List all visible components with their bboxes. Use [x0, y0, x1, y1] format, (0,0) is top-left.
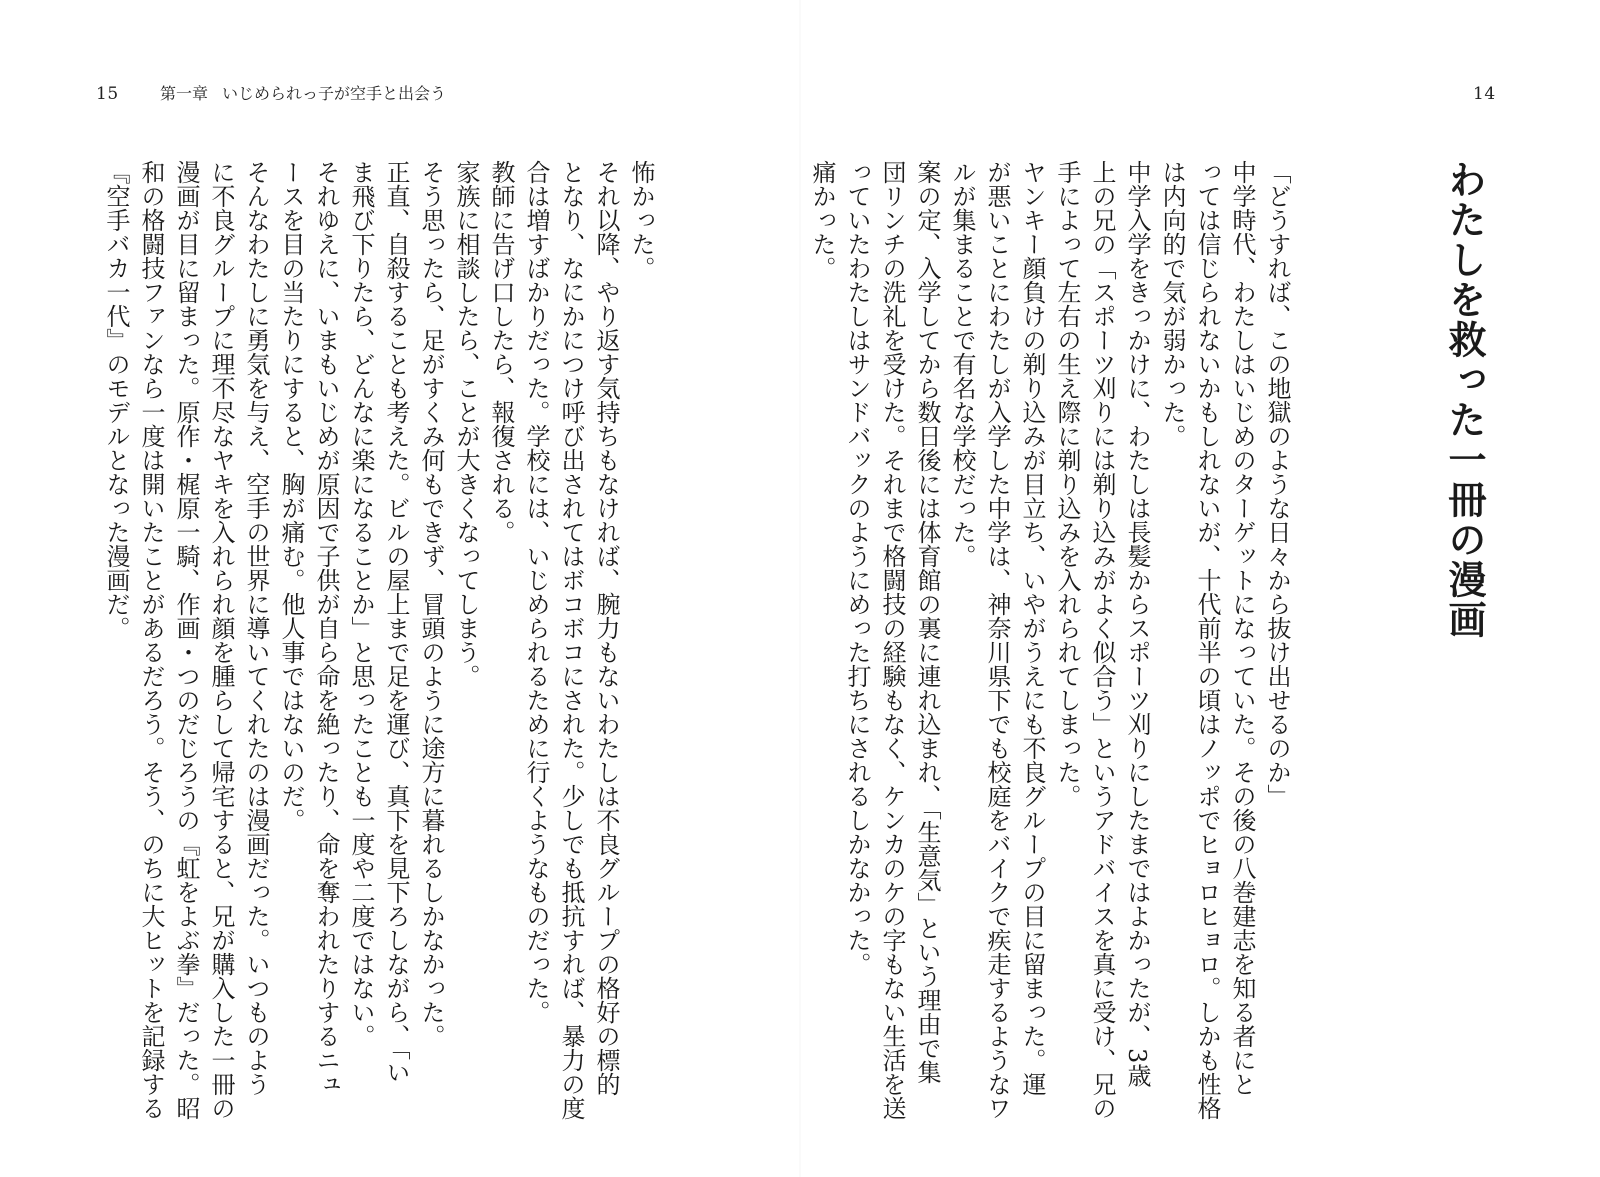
text-line: 手によって左右の生え際に剃り込みを入れられてしまった。 — [1053, 160, 1081, 808]
text-line: ヤンキー顔負けの剃り込みが目立ち、いやがうえにも不良グループの目に留まった。運 — [1018, 160, 1046, 1096]
text-line: 上の兄の「スポーツ刈りには剃り込みがよく似合う」というアドバイスを真に受け、兄の — [1088, 160, 1116, 1120]
text-line: に不良グループに理不尽なヤキを入れられ顔を腫らして帰宅すると、兄が購入した一冊の — [207, 160, 235, 1120]
running-head — [160, 84, 446, 104]
text-line: っていたわたしはサンドバックのようにめった打ちにされるしかなかった。 — [843, 160, 871, 976]
text-line: 怖かった。 — [627, 160, 655, 280]
right-page-body — [804, 160, 1294, 1120]
text-line: が悪いことにわたしが入学した中学は、神奈川県下でも校庭をバイクで疾走するようなワ — [983, 160, 1011, 1120]
left-page-number: 15 — [96, 84, 119, 104]
text-line: ルが集まることで有名な学校だった。 — [948, 160, 976, 568]
text-line: 家族に相談したら、ことが大きくなってしまう。 — [452, 160, 480, 688]
page-gutter — [799, 0, 801, 1177]
text-line: そう思ったら、足がすくみ何もできず、冒頭のように途方に暮れるしかなかった。 — [417, 160, 445, 1048]
right-page-number: 14 — [1473, 84, 1496, 104]
text-line: 教師に告げ口したら、報復される。 — [487, 160, 515, 544]
text-line: っては信じられないかもしれないが、十代前半の頃はノッポでヒョロヒョロ。しかも性格 — [1193, 160, 1221, 1120]
left-page-body — [98, 160, 658, 1120]
text-line: 合は増すばかりだった。学校には、いじめられるために行くようなものだった。 — [522, 160, 550, 1024]
text-line: 案の定、入学してから数日後には体育館の裏に連れ込まれ、「生意気」という理由で集 — [913, 160, 941, 1084]
chapter-label: 第一章 — [160, 84, 209, 103]
text-line: 中学時代、わたしはいじめのターゲットになっていた。その後の八巻建志を知る者にと — [1228, 160, 1256, 1096]
text-line: ま飛び下りたら、どんなに楽になることか」と思ったことも一度や二度ではない。 — [347, 160, 375, 1048]
chapter-title: いじめられっ子が空手と出会う — [222, 84, 447, 103]
text-line: 団リンチの洗礼を受けた。それまで格闘技の経験もなく、ケンカのケの字もない生活を送 — [878, 160, 906, 1120]
text-line: 中学入学をきっかけに、わたしは長髪からスポーツ刈りにしたまではよかったが、3歳 — [1123, 160, 1151, 1088]
text-line: ースを目の当たりにすると、胸が痛む。他人事ではないのだ。 — [277, 160, 305, 832]
text-line: は内向的で気が弱かった。 — [1158, 160, 1186, 448]
text-line: 『空手バカ一代』のモデルとなった漫画だ。 — [102, 160, 130, 640]
section-heading: わたしを救った一冊の漫画 — [1442, 160, 1486, 640]
text-line: となり、なにかにつけ呼び出されてはボコボコにされた。少しでも抵抗すれば、暴力の度 — [557, 160, 585, 1120]
text-line: そんなわたしに勇気を与え、空手の世界に導いてくれたのは漫画だった。いつものよう — [242, 160, 270, 1096]
text-line: それゆえに、いまもいじめが原因で子供が自ら命を絶ったり、命を奪われたりするニュ — [312, 160, 340, 1096]
text-line: 和の格闘技ファンなら一度は開いたことがあるだろう。そう、のちに大ヒットを記録する — [137, 160, 165, 1120]
text-line: それ以降、やり返す気持ちもなければ、腕力もないわたしは不良グループの格好の標的 — [592, 160, 620, 1096]
text-line: 漫画が目に留まった。原作・梶原一騎、作画・つのだじろうの『虹をよぶ拳』だった。昭 — [172, 160, 200, 1120]
text-line: 「どうすれば、この地獄のような日々から抜け出せるのか」 — [1263, 160, 1291, 808]
text-line: 正直、自殺することも考えた。ビルの屋上まで足を運び、真下を見下ろしながら、「い — [382, 160, 410, 1084]
text-line: 痛かった。 — [808, 160, 836, 280]
